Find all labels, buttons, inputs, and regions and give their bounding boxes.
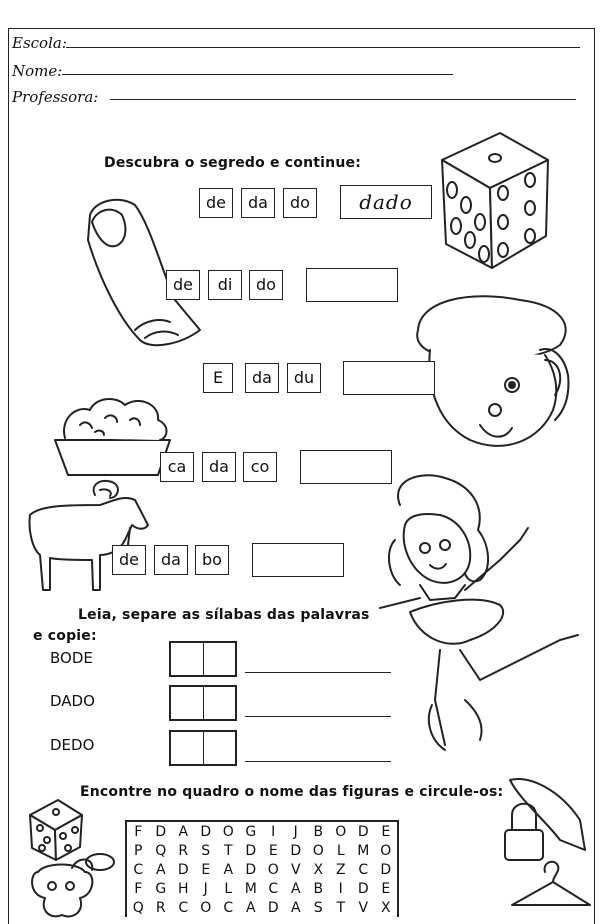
grid-cell[interactable]: O — [335, 823, 347, 840]
grid-cell[interactable]: S — [313, 899, 323, 916]
grid-cell[interactable]: G — [245, 823, 257, 840]
padlock-icon — [505, 779, 585, 860]
grid-cell[interactable]: J — [293, 823, 298, 840]
ballerina-girl-icon — [380, 475, 578, 750]
syllable-box: co — [243, 452, 277, 482]
grid-cell[interactable]: D — [200, 823, 212, 840]
grid-row — [126, 821, 398, 841]
grid-cell[interactable]: P — [134, 842, 143, 859]
grid-cell[interactable]: L — [224, 880, 233, 897]
syllable-box: do — [283, 188, 317, 218]
copy-line[interactable] — [245, 761, 391, 762]
answer-box[interactable] — [300, 450, 392, 484]
syllable-box: ca — [160, 452, 194, 482]
grid-cell[interactable]: E — [268, 842, 278, 859]
grid-cell[interactable]: D — [245, 842, 257, 859]
bowl-icon — [55, 399, 170, 475]
grid-cell[interactable]: S — [201, 842, 211, 859]
grid-cell[interactable]: V — [290, 861, 301, 878]
dice-icon — [442, 133, 548, 268]
section2-title: Leia, separe as sílabas das palavras — [78, 607, 370, 623]
grid-cell[interactable]: A — [290, 880, 301, 897]
grid-cell[interactable]: X — [313, 861, 324, 878]
professora-label: Professora: — [12, 88, 99, 106]
grid-cell[interactable]: I — [271, 823, 276, 840]
grid-cell[interactable]: A — [245, 899, 256, 916]
syllable-box: da — [241, 188, 275, 218]
syllable-split-box[interactable] — [169, 730, 237, 766]
syllable-split-box[interactable] — [169, 685, 237, 721]
grid-cell[interactable]: X — [380, 899, 391, 916]
syllable-box: du — [287, 363, 321, 393]
grid-cell[interactable]: E — [381, 823, 391, 840]
word-search-grid — [125, 820, 399, 917]
grid-cell[interactable]: A — [290, 899, 301, 916]
word-label: DEDO — [50, 736, 95, 754]
grid-cell[interactable]: A — [223, 861, 234, 878]
grid-cell[interactable]: C — [178, 899, 189, 916]
syllable-split-box[interactable] — [169, 641, 237, 677]
answer-box[interactable] — [306, 268, 398, 302]
grid-cell[interactable]: J — [203, 880, 208, 897]
syllable-box: de — [112, 545, 146, 575]
grid-cell[interactable]: B — [313, 823, 324, 840]
grid-cell[interactable]: M — [357, 842, 370, 859]
word-label: BODE — [50, 649, 93, 667]
grid-cell[interactable]: Q — [155, 842, 167, 859]
nome-label: Nome: — [12, 62, 63, 80]
grid-cell[interactable]: A — [155, 861, 166, 878]
section1-title: Descubra o segredo e continue: — [104, 155, 361, 171]
grid-row — [126, 841, 398, 860]
grid-cell[interactable]: D — [155, 823, 167, 840]
section2-title-cont: e copie: — [33, 628, 97, 644]
grid-cell[interactable]: O — [222, 823, 234, 840]
grid-cell[interactable]: E — [201, 861, 211, 878]
grid-cell[interactable]: C — [223, 899, 234, 916]
word-label: DADO — [50, 692, 95, 710]
syllable-box: bo — [195, 545, 229, 575]
copy-line[interactable] — [245, 672, 391, 673]
syllable-box: di — [208, 270, 242, 300]
grid-cell[interactable]: R — [155, 899, 166, 916]
grid-cell[interactable]: A — [178, 823, 189, 840]
dice-small-icon — [30, 800, 82, 860]
syllable-box: do — [249, 270, 283, 300]
grid-cell[interactable]: D — [245, 861, 257, 878]
grid-cell[interactable]: O — [200, 899, 212, 916]
hanger-icon — [512, 862, 590, 905]
answer-box[interactable]: dado — [340, 185, 432, 219]
grid-row — [126, 879, 398, 898]
grid-cell[interactable]: F — [134, 823, 143, 840]
grid-cell[interactable]: D — [357, 823, 369, 840]
grid-cell[interactable]: T — [223, 842, 233, 859]
grid-cell[interactable]: D — [357, 880, 369, 897]
grid-cell[interactable]: V — [358, 899, 369, 916]
syllable-box: da — [202, 452, 236, 482]
grid-cell[interactable]: M — [244, 880, 257, 897]
grid-cell[interactable]: I — [338, 880, 343, 897]
grid-cell[interactable]: O — [312, 842, 324, 859]
grid-cell[interactable]: L — [336, 842, 345, 859]
answer-box[interactable] — [252, 543, 344, 577]
grid-cell[interactable]: G — [155, 880, 167, 897]
grid-cell[interactable]: R — [178, 842, 189, 859]
grid-cell[interactable]: D — [380, 861, 392, 878]
grid-row — [126, 898, 398, 917]
section3-title: Encontre no quadro o nome das figuras e circule-os: — [80, 784, 504, 800]
grid-cell[interactable]: Z — [335, 861, 346, 878]
grid-cell[interactable]: H — [177, 880, 189, 897]
grid-cell[interactable]: C — [133, 861, 144, 878]
grid-cell[interactable]: D — [267, 899, 279, 916]
escola-label: Escola: — [12, 34, 67, 52]
ram-head-icon — [32, 854, 114, 916]
chef-boy-icon — [417, 296, 568, 446]
copy-line[interactable] — [245, 716, 391, 717]
grid-cell[interactable]: F — [134, 880, 143, 897]
grid-cell[interactable]: C — [268, 880, 279, 897]
grid-cell[interactable]: B — [313, 880, 324, 897]
answer-box[interactable] — [343, 361, 435, 395]
syllable-box: da — [245, 363, 279, 393]
syllable-box: de — [199, 188, 233, 218]
grid-row — [126, 860, 398, 879]
grid-cell[interactable]: D — [177, 861, 189, 878]
syllable-box: de — [166, 270, 200, 300]
grid-cell[interactable]: C — [358, 861, 369, 878]
syllable-box: E — [203, 363, 233, 393]
grid-cell[interactable]: Q — [132, 899, 144, 916]
grid-cell[interactable]: O — [267, 861, 279, 878]
grid-cell[interactable]: E — [381, 880, 391, 897]
grid-cell[interactable]: D — [290, 842, 302, 859]
grid-cell[interactable]: O — [380, 842, 392, 859]
grid-cell[interactable]: T — [336, 899, 346, 916]
syllable-box: da — [154, 545, 188, 575]
